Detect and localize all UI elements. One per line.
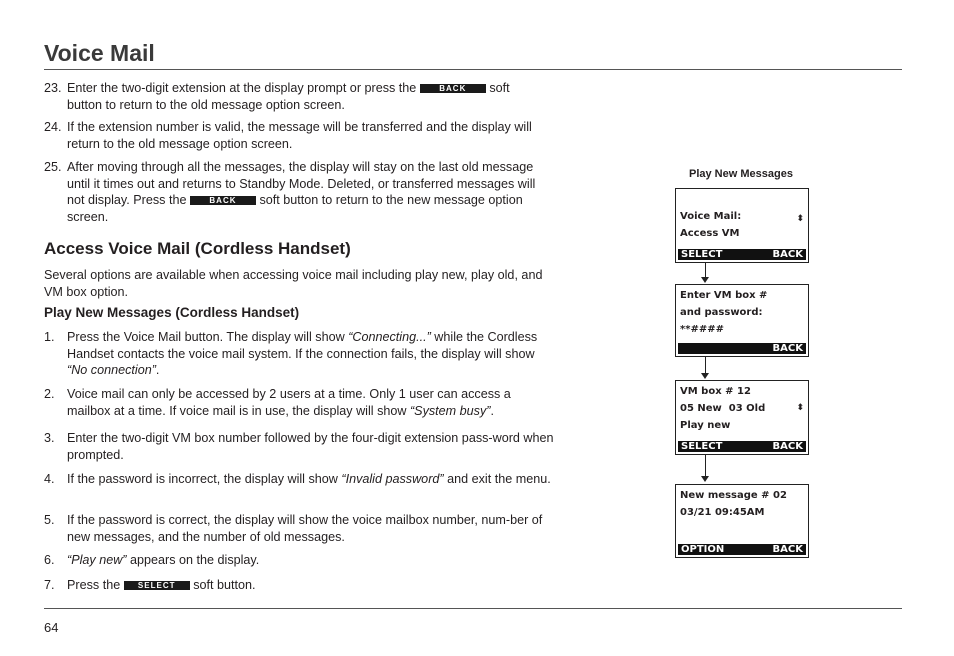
top-rule (44, 69, 902, 70)
step-text: Press the (67, 330, 121, 344)
back-softkey: BACK (743, 249, 806, 260)
select-softkey: SELECT (678, 441, 743, 452)
step-3 (44, 430, 554, 463)
back-softkey: BACK (743, 441, 806, 452)
diagram-title: Play New Messages (689, 168, 793, 180)
step-23 (44, 80, 554, 113)
page-title: Voice Mail (44, 40, 155, 66)
step-text: soft button. (193, 578, 256, 592)
step-text: Voice mail can only be accessed by 2 users at a time. Only 1 user can access a mailbox at a time. If voice mail is in use, the display will show (67, 387, 511, 418)
connector-line (705, 356, 706, 373)
step-text: button to return to the old message option screen. (67, 97, 345, 112)
section-heading: Access Voice Mail (Cordless Handset) (44, 239, 351, 258)
step-text: appears on the display. (130, 553, 260, 567)
back-softkey: BACK (190, 196, 256, 205)
display-text: “Connecting...” (348, 330, 431, 344)
step-number: 23. (44, 81, 62, 95)
bottom-rule (44, 608, 902, 609)
step-7 (44, 577, 554, 594)
connector-line (705, 454, 706, 476)
step-text: Enter the two-digit extension at the display prompt or press the (67, 81, 417, 95)
up-down-arrow-icon: ⬍ (796, 214, 804, 224)
step-text: If the password is correct, the display will show the voice mailbox number, num-ber of new messages, and the number of old messages. (67, 513, 543, 544)
lcd-line: New message # 02 (680, 490, 787, 501)
up-down-arrow-icon: ⬍ (796, 403, 804, 413)
step-text: . (155, 363, 160, 377)
section-intro: Several options are available when accessing voice mail including play new, play old, and VM box option. (44, 268, 543, 299)
lcd-line: Voice Mail: (680, 211, 742, 222)
subheading: Play New Messages (Cordless Handset) (44, 305, 300, 320)
step-text: . (490, 403, 494, 418)
option-softkey: OPTION (678, 544, 743, 555)
step-number: 7. (44, 578, 55, 592)
connector-line (705, 262, 706, 277)
lcd-line: Access VM (680, 228, 740, 239)
step-number: 6. (44, 553, 55, 567)
step-text: Enter the two-digit VM box number followed by the four-digit extension pass-word when prompted. (67, 431, 554, 462)
step-2 (44, 386, 554, 419)
lcd-line: Enter VM box # (680, 290, 768, 301)
step-5 (44, 512, 554, 545)
step-text: button. The display will show (184, 330, 345, 344)
lcd-line: 05 New 03 Old (680, 403, 766, 414)
down-arrow-icon (701, 476, 709, 482)
step-text: If the password is incorrect, the display will show (67, 472, 338, 486)
lcd-line: VM box # 12 (680, 386, 751, 397)
step-number: 1. (44, 330, 55, 344)
down-arrow-icon (701, 277, 709, 283)
voice-mail-label: Voice Mail (123, 330, 182, 344)
step-6 (44, 552, 554, 569)
step-4 (44, 471, 554, 488)
step-1 (44, 329, 554, 379)
back-softkey: BACK (743, 544, 806, 555)
step-number: 4. (44, 472, 55, 486)
step-text: and exit the menu. (447, 472, 551, 486)
step-number: 2. (44, 387, 55, 401)
step-text: Press the (67, 578, 121, 592)
lcd-screen-2 (675, 284, 809, 357)
lcd-line: **#### (680, 324, 724, 335)
select-softkey: SELECT (124, 581, 190, 590)
step-number: 25. (44, 160, 62, 174)
step-24 (44, 119, 554, 152)
display-text: “No connection” (67, 363, 156, 377)
page-number: 64 (44, 620, 59, 635)
lcd-screen-3 (675, 380, 809, 455)
select-softkey: SELECT (678, 249, 743, 260)
down-arrow-icon (701, 373, 709, 379)
step-text: After moving through all the messages, the display will stay on the last old message until it times out and returns to Standby Mode. Deleted, or transferred messages will not display. Press the (67, 160, 536, 207)
lcd-line: 03/21 09:45AM (680, 507, 765, 518)
step-25 (44, 159, 554, 225)
step-text: while the Cordless Handset contacts the voice mail system. If the connection fails, the display will show (67, 330, 538, 361)
step-number: 24. (44, 120, 62, 134)
step-number: 3. (44, 431, 55, 445)
step-text: soft button to return to the new message option screen. (67, 193, 523, 224)
lcd-line: Play new (680, 420, 731, 431)
step-number: 5. (44, 513, 55, 527)
lcd-line: and password: (680, 307, 763, 318)
step-text: soft (489, 81, 510, 95)
blank-softkey (678, 343, 743, 354)
back-softkey: BACK (743, 343, 806, 354)
lcd-screen-4 (675, 484, 809, 558)
back-softkey: BACK (420, 84, 486, 93)
display-text: “System busy” (409, 403, 491, 418)
display-text: “Play new” (67, 553, 127, 567)
lcd-screen-1 (675, 188, 809, 263)
display-text: “Invalid password” (341, 472, 444, 486)
step-text: If the extension number is valid, the message will be transferred and the display will return to the old message option screen. (67, 120, 532, 151)
